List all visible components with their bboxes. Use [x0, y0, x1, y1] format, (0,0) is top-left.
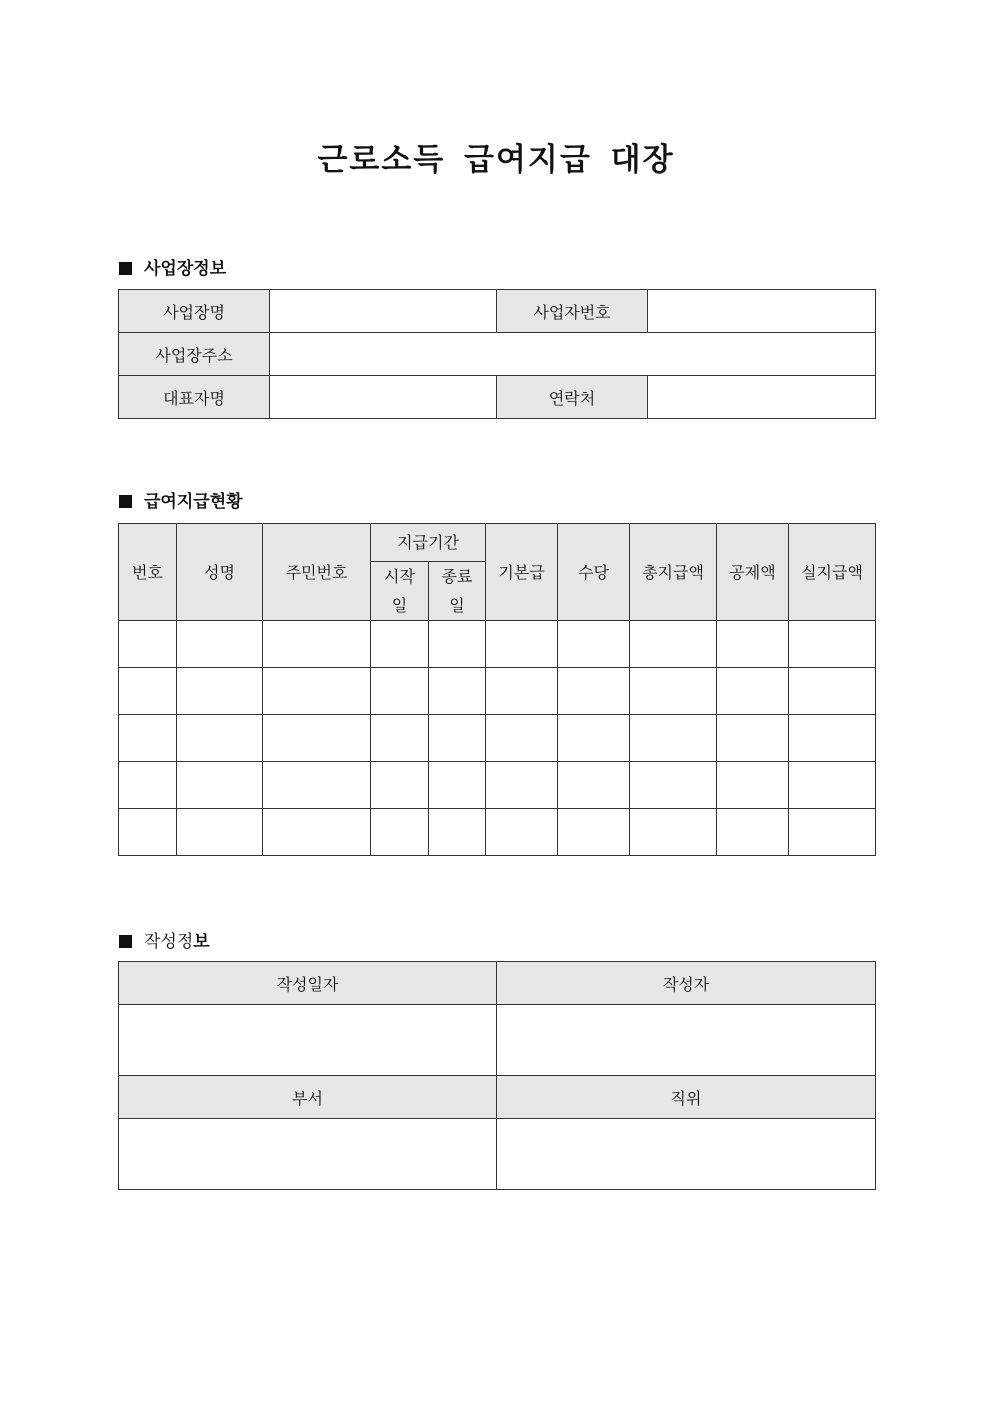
- cell-base-pay[interactable]: [486, 809, 558, 856]
- contact-field[interactable]: [648, 376, 876, 419]
- square-bullet-icon: [119, 495, 132, 508]
- cell-deduction[interactable]: [717, 668, 789, 715]
- position-label: 직위: [497, 1076, 876, 1119]
- section-heading-business: [119, 254, 226, 279]
- business-info-table: [118, 289, 876, 419]
- cell-name[interactable]: [177, 762, 263, 809]
- cell-total-pay[interactable]: [630, 762, 717, 809]
- author-value-row: [119, 1119, 876, 1190]
- header-name: 성명: [177, 524, 263, 621]
- header-deduction: 공제액: [717, 524, 789, 621]
- cell-allowance[interactable]: [558, 621, 630, 668]
- cell-net-pay[interactable]: [789, 762, 876, 809]
- header-rrn: 주민번호: [263, 524, 371, 621]
- cell-allowance[interactable]: [558, 809, 630, 856]
- section-heading-author-suffix: 보: [193, 932, 210, 952]
- square-bullet-icon: [119, 935, 132, 948]
- cell-deduction[interactable]: [717, 762, 789, 809]
- payment-table-body: [119, 621, 876, 856]
- cell-no[interactable]: [119, 621, 177, 668]
- cell-start-date[interactable]: [371, 762, 429, 809]
- cell-no[interactable]: [119, 715, 177, 762]
- header-period: 지급기간: [371, 524, 486, 562]
- cell-net-pay[interactable]: [789, 668, 876, 715]
- cell-base-pay[interactable]: [486, 762, 558, 809]
- cell-end-date[interactable]: [429, 621, 486, 668]
- table-row: [119, 715, 876, 762]
- cell-base-pay[interactable]: [486, 715, 558, 762]
- representative-field[interactable]: [270, 376, 497, 419]
- author-header-row: [119, 962, 876, 1005]
- business-info-row: [119, 333, 876, 376]
- cell-total-pay[interactable]: [630, 715, 717, 762]
- cell-total-pay[interactable]: [630, 668, 717, 715]
- cell-start-date[interactable]: [371, 668, 429, 715]
- business-address-field[interactable]: [270, 333, 876, 376]
- cell-end-date[interactable]: [429, 762, 486, 809]
- cell-rrn[interactable]: [263, 668, 371, 715]
- business-name-label: 사업장명: [119, 290, 270, 333]
- author-info-table: [118, 961, 876, 1190]
- cell-rrn[interactable]: [263, 809, 371, 856]
- cell-net-pay[interactable]: [789, 715, 876, 762]
- cell-net-pay[interactable]: [789, 809, 876, 856]
- contact-label: 연락처: [497, 376, 648, 419]
- section-heading-business-text: 사업장정보: [144, 259, 227, 279]
- write-date-field[interactable]: [119, 1005, 497, 1076]
- business-name-field[interactable]: [270, 290, 497, 333]
- table-row: [119, 668, 876, 715]
- header-no: 번호: [119, 524, 177, 621]
- header-end-date-line2: 일: [449, 596, 465, 615]
- department-label: 부서: [119, 1076, 497, 1119]
- section-heading-payment: [119, 487, 243, 512]
- cell-base-pay[interactable]: [486, 668, 558, 715]
- cell-start-date[interactable]: [371, 715, 429, 762]
- header-end-date: [429, 562, 486, 621]
- cell-base-pay[interactable]: [486, 621, 558, 668]
- cell-no[interactable]: [119, 809, 177, 856]
- cell-deduction[interactable]: [717, 621, 789, 668]
- writer-field[interactable]: [497, 1005, 876, 1076]
- representative-label: 대표자명: [119, 376, 270, 419]
- header-end-date-line1: 종료: [441, 567, 473, 586]
- cell-total-pay[interactable]: [630, 621, 717, 668]
- cell-end-date[interactable]: [429, 809, 486, 856]
- cell-start-date[interactable]: [371, 809, 429, 856]
- header-total-pay: 총지급액: [630, 524, 717, 621]
- business-reg-no-label: 사업자번호: [497, 290, 648, 333]
- header-start-date-line1: 시작: [384, 567, 415, 586]
- header-start-date: [371, 562, 429, 621]
- section-heading-author-prefix: 작성정: [144, 932, 194, 952]
- section-heading-payment-text: 급여지급현황: [144, 492, 243, 512]
- section-heading-author: [119, 927, 210, 952]
- cell-total-pay[interactable]: [630, 809, 717, 856]
- cell-deduction[interactable]: [717, 809, 789, 856]
- cell-no[interactable]: [119, 668, 177, 715]
- cell-name[interactable]: [177, 809, 263, 856]
- business-reg-no-field[interactable]: [648, 290, 876, 333]
- cell-rrn[interactable]: [263, 621, 371, 668]
- table-row: [119, 621, 876, 668]
- cell-rrn[interactable]: [263, 762, 371, 809]
- table-row: [119, 762, 876, 809]
- author-header-row: [119, 1076, 876, 1119]
- cell-no[interactable]: [119, 762, 177, 809]
- cell-net-pay[interactable]: [789, 621, 876, 668]
- business-address-label: 사업장주소: [119, 333, 270, 376]
- payment-table: [118, 523, 876, 856]
- table-row: [119, 809, 876, 856]
- square-bullet-icon: [119, 262, 132, 275]
- write-date-label: 작성일자: [119, 962, 497, 1005]
- cell-end-date[interactable]: [429, 668, 486, 715]
- author-value-row: [119, 1005, 876, 1076]
- cell-end-date[interactable]: [429, 715, 486, 762]
- business-info-row: [119, 376, 876, 419]
- cell-allowance[interactable]: [558, 762, 630, 809]
- cell-name[interactable]: [177, 668, 263, 715]
- header-base-pay: 기본급: [486, 524, 558, 621]
- cell-name[interactable]: [177, 715, 263, 762]
- cell-start-date[interactable]: [371, 621, 429, 668]
- header-allowance: 수당: [558, 524, 630, 621]
- department-field[interactable]: [119, 1119, 497, 1190]
- payment-header-row: [119, 524, 876, 562]
- business-info-row: [119, 290, 876, 333]
- cell-rrn[interactable]: [263, 715, 371, 762]
- header-start-date-line2: 일: [391, 596, 408, 615]
- cell-name[interactable]: [177, 621, 263, 668]
- cell-deduction[interactable]: [717, 715, 789, 762]
- writer-label: 작성자: [497, 962, 876, 1005]
- position-field[interactable]: [497, 1119, 876, 1190]
- header-net-pay: 실지급액: [789, 524, 876, 621]
- cell-allowance[interactable]: [558, 715, 630, 762]
- page-title: 근로소득 급여지급 대장: [317, 142, 675, 178]
- cell-allowance[interactable]: [558, 668, 630, 715]
